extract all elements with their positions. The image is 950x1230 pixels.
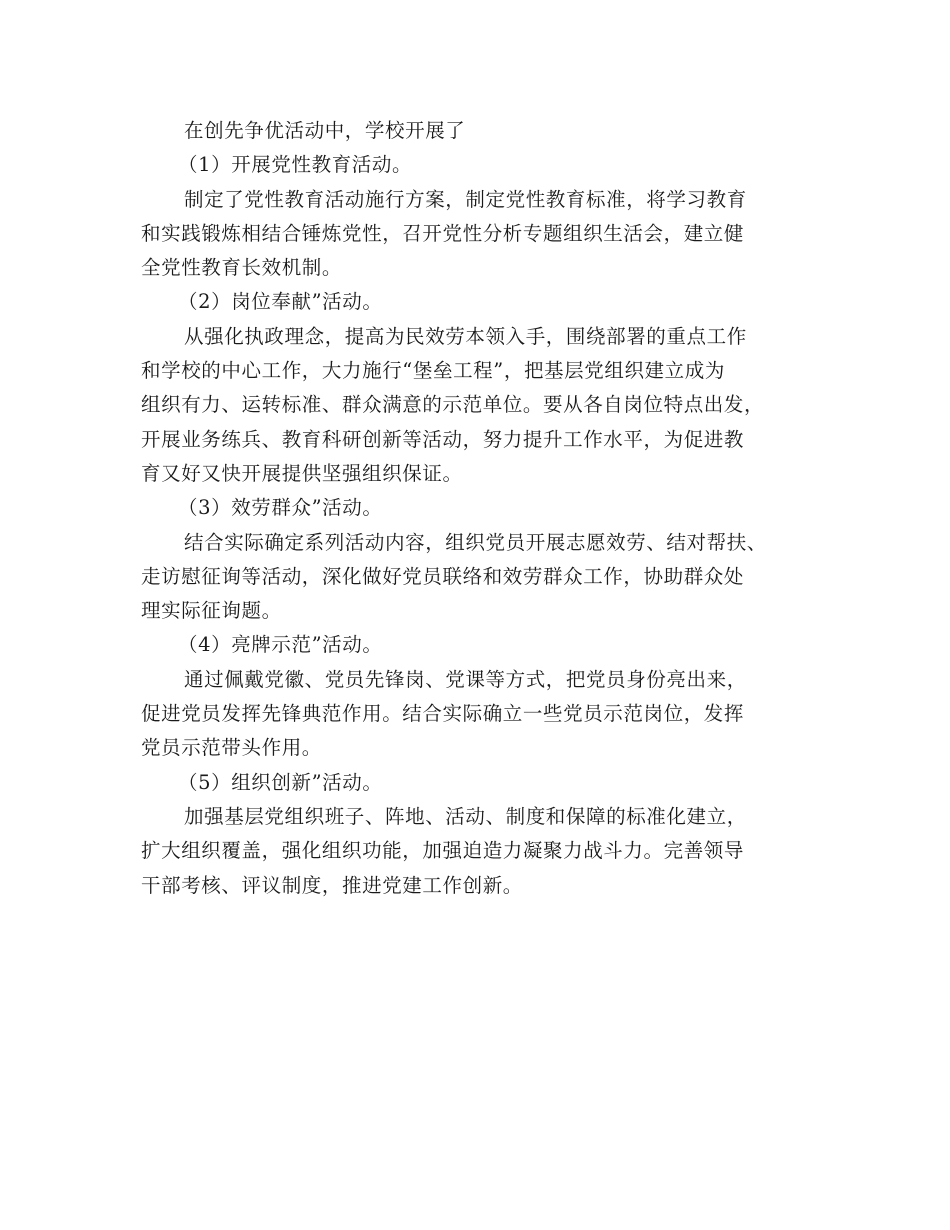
paragraph-line: 和实践锻炼相结合锤炼党性，召开党性分析专题组织生活会，建立健 (141, 221, 745, 245)
section-2 (141, 285, 831, 491)
section-1 (141, 148, 831, 285)
section-heading: （5）组织创新”活动。 (178, 770, 383, 794)
section-heading: （3）效劳群众”活动。 (178, 496, 383, 520)
section-4 (141, 628, 831, 765)
paragraph-line: 和学校的中心工作，大力施行“堡垒工程”，把基层党组织建立成为 (141, 359, 725, 383)
paragraph-line: 党员示范带头作用。 (141, 736, 322, 760)
paragraph-line: 从强化执政理念，提高为民效劳本领入手，围绕部署的重点工作 (184, 324, 747, 348)
section-heading: （2）岗位奉献”活动。 (178, 290, 383, 314)
section-heading: （4）亮牌示范”活动。 (178, 633, 383, 657)
paragraph-line: 通过佩戴党徽、党员先锋岗、党课等方式，把党员身份亮出来， (184, 667, 747, 691)
paragraph-line: 走访慰征询等活动，深化做好党员联络和效劳群众工作，协助群众处 (141, 564, 745, 588)
paragraph-line: 全党性教育长效机制。 (141, 256, 343, 280)
paragraph-line: 育又好又快开展提供坚强组织保证。 (141, 461, 463, 485)
paragraph-line: 扩大组织覆盖，强化组织功能，加强迫造力凝聚力战斗力。完善领导 (141, 839, 745, 863)
paragraph-line: 促进党员发挥先锋典范作用。结合实际确立一些党员示范岗位，发挥 (141, 702, 745, 726)
paragraph-line: 加强基层党组织班子、阵地、活动、制度和保障的标准化建立， (184, 804, 747, 828)
document-page (141, 114, 831, 903)
intro-line: 在创先争优活动中，学校开展了 (184, 119, 466, 142)
paragraph-line: 干部考核、评议制度，推进党建工作创新。 (141, 873, 523, 897)
paragraph-line: 理实际征询题。 (141, 599, 282, 623)
paragraph-line: 结合实际确定系列活动内容，组织党员开展志愿效劳、结对帮扶、 (184, 530, 767, 554)
section-heading: （1）开展党性教育活动。 (178, 153, 413, 177)
paragraph-line: 组织有力、运转标准、群众满意的示范单位。要从各自岗位特点出发， (141, 393, 765, 417)
section-5 (141, 766, 831, 903)
paragraph-line: 开展业务练兵、教育科研创新等活动，努力提升工作水平，为促进教 (141, 427, 745, 451)
paragraph-line: 制定了党性教育活动施行方案，制定党性教育标准，将学习教育 (184, 187, 747, 211)
section-3 (141, 491, 831, 628)
